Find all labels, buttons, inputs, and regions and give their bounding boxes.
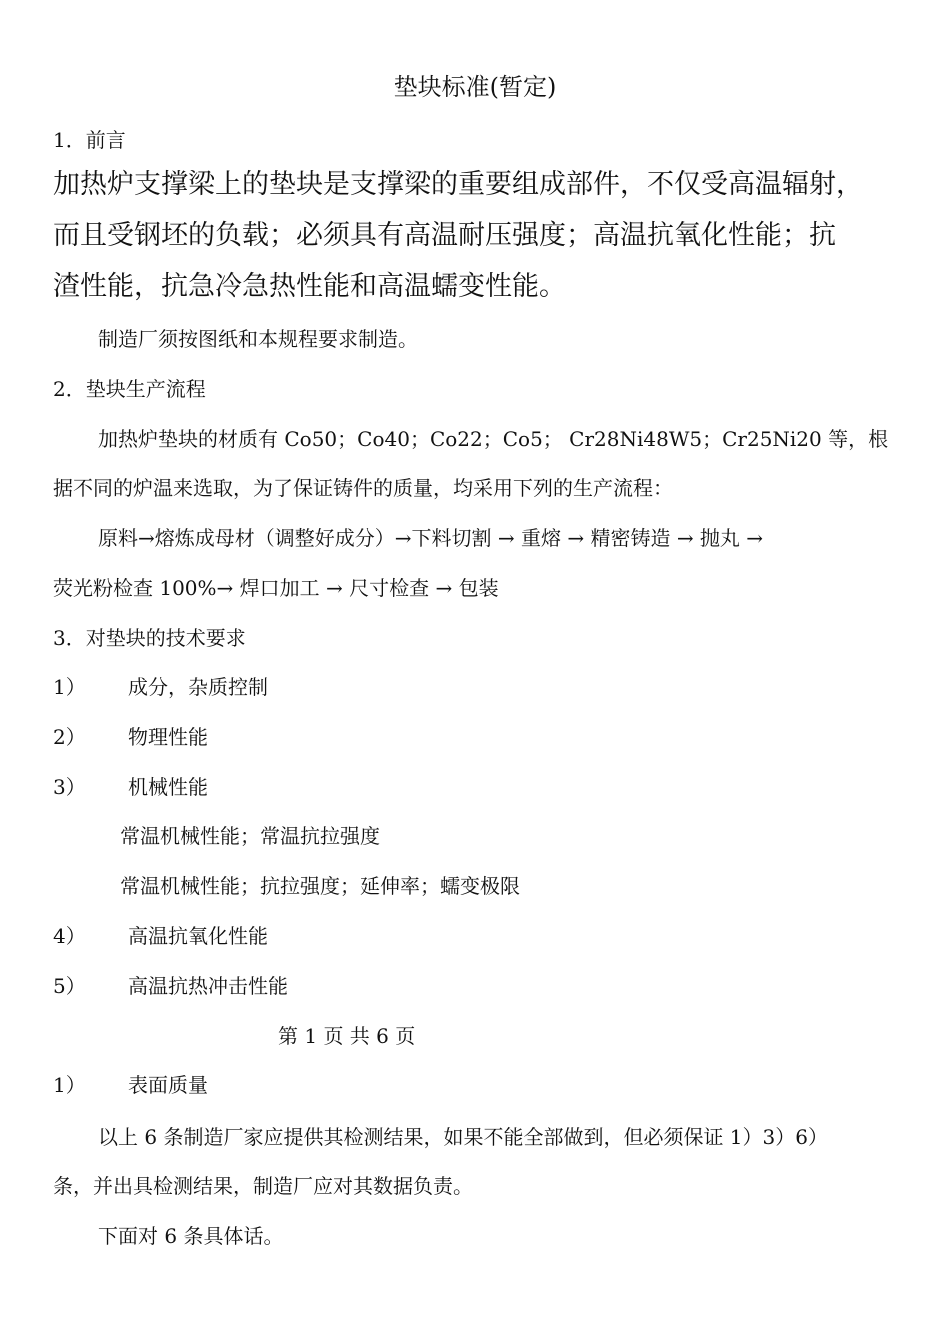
final-line: 下面对 6 条具体话。 [98, 1224, 284, 1248]
materials-line-1: 加热炉垫块的材质有 Co50；Co40；Co22；Co5； Cr28Ni48W5；Cr25Ni20 等，根 [98, 427, 889, 451]
requirement-text: 物理性能 [128, 725, 208, 749]
section-2-heading: 2．垫块生产流程 [53, 377, 206, 401]
requirement-text: 高温抗氧化性能 [128, 924, 268, 948]
process-flow-line-1: 原料→熔炼成母材（调整好成分）→下料切割 → 重熔 → 精密铸造 → 抛丸 → [98, 526, 764, 550]
mechanical-property-line: 常温机械性能；常温抗拉强度 [120, 824, 380, 848]
requirement-number: 2） [53, 725, 86, 749]
closing-line-2: 条，并出具检测结果，制造厂应对其数据负责。 [53, 1174, 473, 1198]
requirement-number: 1） [53, 1073, 86, 1097]
intro-line-1: 加热炉支撑梁上的垫块是支撑梁的重要组成部件，不仅受高温辐射， [53, 169, 863, 200]
manufacturing-note: 制造厂须按图纸和本规程要求制造。 [98, 327, 418, 351]
intro-line-3: 渣性能，抗急冷急热性能和高温蠕变性能。 [53, 271, 566, 302]
section-1-heading: 1．前言 [53, 128, 126, 152]
requirement-number: 3） [53, 775, 86, 799]
intro-line-2: 而且受钢坯的负载；必须具有高温耐压强度；高温抗氧化性能；抗 [53, 220, 836, 251]
requirement-number: 1） [53, 675, 86, 699]
requirement-number: 5） [53, 974, 86, 998]
requirement-text: 表面质量 [128, 1073, 208, 1097]
mechanical-property-line: 常温机械性能；抗拉强度；延伸率；蠕变极限 [120, 874, 520, 898]
requirement-text: 成分，杂质控制 [128, 675, 268, 699]
page-number: 第 1 页 共 6 页 [278, 1024, 416, 1048]
closing-line-1: 以上 6 条制造厂家应提供其检测结果，如果不能全部做到，但必须保证 1）3）6） [98, 1125, 828, 1149]
document-title: 垫块标准(暂定) [393, 73, 557, 101]
materials-line-2: 据不同的炉温来选取，为了保证铸件的质量，均采用下列的生产流程： [53, 476, 673, 500]
section-3-heading: 3．对垫块的技术要求 [53, 626, 246, 650]
process-flow-line-2: 荧光粉检查 100%→ 焊口加工 → 尺寸检查 → 包装 [53, 576, 499, 600]
requirement-text: 机械性能 [128, 775, 208, 799]
requirement-number: 4） [53, 924, 86, 948]
requirement-text: 高温抗热冲击性能 [128, 974, 288, 998]
